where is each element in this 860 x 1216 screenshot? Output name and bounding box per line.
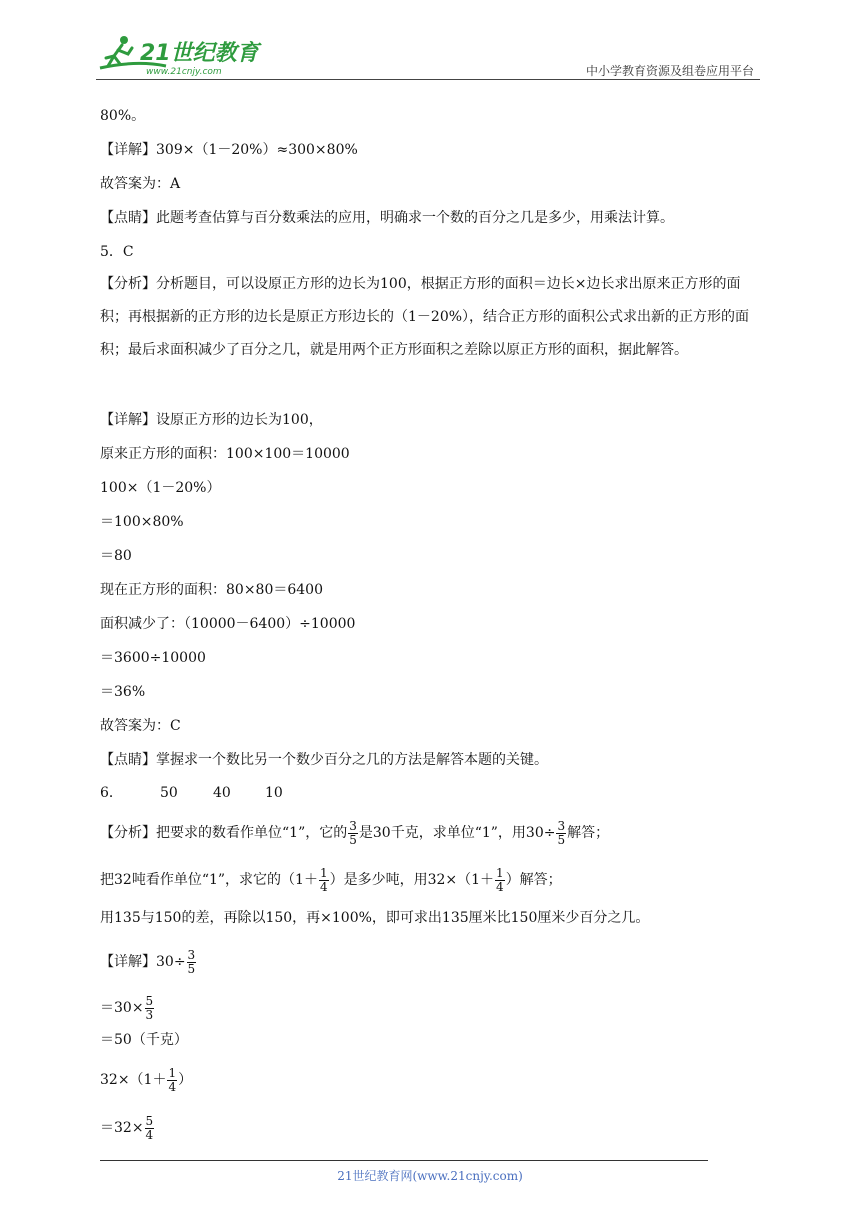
text-line: 【点睛】此题考查估算与百分数乘法的应用，明确求一个数的百分之几是多少，用乘法计算。	[100, 210, 674, 226]
text-line: 100×（1－20%）	[100, 480, 221, 496]
fraction: $\frac{1}{4}$	[168, 1065, 177, 1094]
text-line: 【分析】把要求的数看作单位“1”，它的 $\frac{3}{5}$ 是30千克，求单位“1”，用30÷ $\frac{3}{5}$ 解答；	[100, 818, 610, 847]
text-line: 80%。	[100, 108, 146, 124]
fraction: $\frac{3}{5}$	[349, 818, 357, 847]
text-line: 【详解】设原正方形的边长为100，	[100, 412, 323, 428]
text-line: 把32吨看作单位“1”，求它的（1＋ $\frac{1}{4}$ ）是多少吨，用32×（1＋ $\frac{1}{4}$ ）解答；	[100, 865, 562, 894]
text-line: ＝3600÷10000	[100, 650, 206, 666]
site-logo	[96, 30, 266, 78]
page-header	[96, 30, 760, 80]
fraction: $\frac{3}{5}$	[557, 818, 566, 847]
header-platform-text: 中小学教育资源及组卷应用平台	[585, 64, 754, 78]
text-line: 【点睛】掌握求一个数比另一个数少百分之几的方法是解答本题的关键。	[100, 752, 548, 768]
fraction: $\frac{5}{3}$	[145, 993, 154, 1022]
text-line: ＝36%	[100, 684, 146, 700]
question-number: 5．C	[100, 244, 134, 260]
text-line: 原来正方形的面积：100×100＝10000	[100, 446, 350, 462]
footer-divider	[100, 1160, 708, 1161]
footer-link[interactable]: 21世纪教育网(www.21cnjy.com)	[337, 1169, 523, 1183]
fraction: $\frac{5}{4}$	[145, 1113, 154, 1142]
text-line: 32×（1＋ $\frac{1}{4}$ ）	[100, 1065, 193, 1094]
fraction: $\frac{1}{4}$	[496, 865, 504, 894]
fraction: $\frac{1}{4}$	[319, 865, 328, 894]
text-line: 故答案为：A	[100, 176, 181, 192]
text-line: ＝80	[100, 548, 132, 564]
analysis-paragraph: 【分析】分析题目，可以设原正方形的边长为100，根据正方形的面积＝边长×边长求出原来正方形的面积；再根据新的正方形的边长是原正方形边长的（1－20%），结合正方形的面积公式求出新的正方形的面积；最后求面积减少了百分之几，就是用两个正方形面积之差除以原正方形的面积，据此解答。	[100, 276, 750, 358]
header-divider	[96, 79, 760, 80]
fraction: $\frac{3}{5}$	[187, 947, 196, 976]
text-line: ＝100×80%	[100, 514, 184, 530]
text-line: 用135与150的差，再除以150，再×100%，即可求出135厘米比150厘米少百分之几。	[100, 910, 650, 926]
question-number: 6． 50 40 10	[100, 785, 283, 801]
svg-text:www.21cnjy.com: www.21cnjy.com	[146, 67, 222, 77]
text-line: 【详解】30÷ $\frac{3}{5}$	[100, 947, 196, 976]
text-line: 故答案为：C	[100, 718, 181, 734]
text-line: 【详解】309×（1－20%）≈300×80%	[100, 142, 358, 158]
text-line: 现在正方形的面积：80×80＝6400	[100, 582, 323, 598]
text-line: ＝50（千克）	[100, 1032, 188, 1048]
svg-text:21世纪教育: 21世纪教育	[140, 41, 259, 66]
text-line: ＝30× $\frac{5}{3}$	[100, 993, 154, 1022]
text-line: ＝32× $\frac{5}{4}$	[100, 1113, 154, 1142]
text-line: 面积减少了：（10000－6400）÷10000	[100, 616, 356, 632]
